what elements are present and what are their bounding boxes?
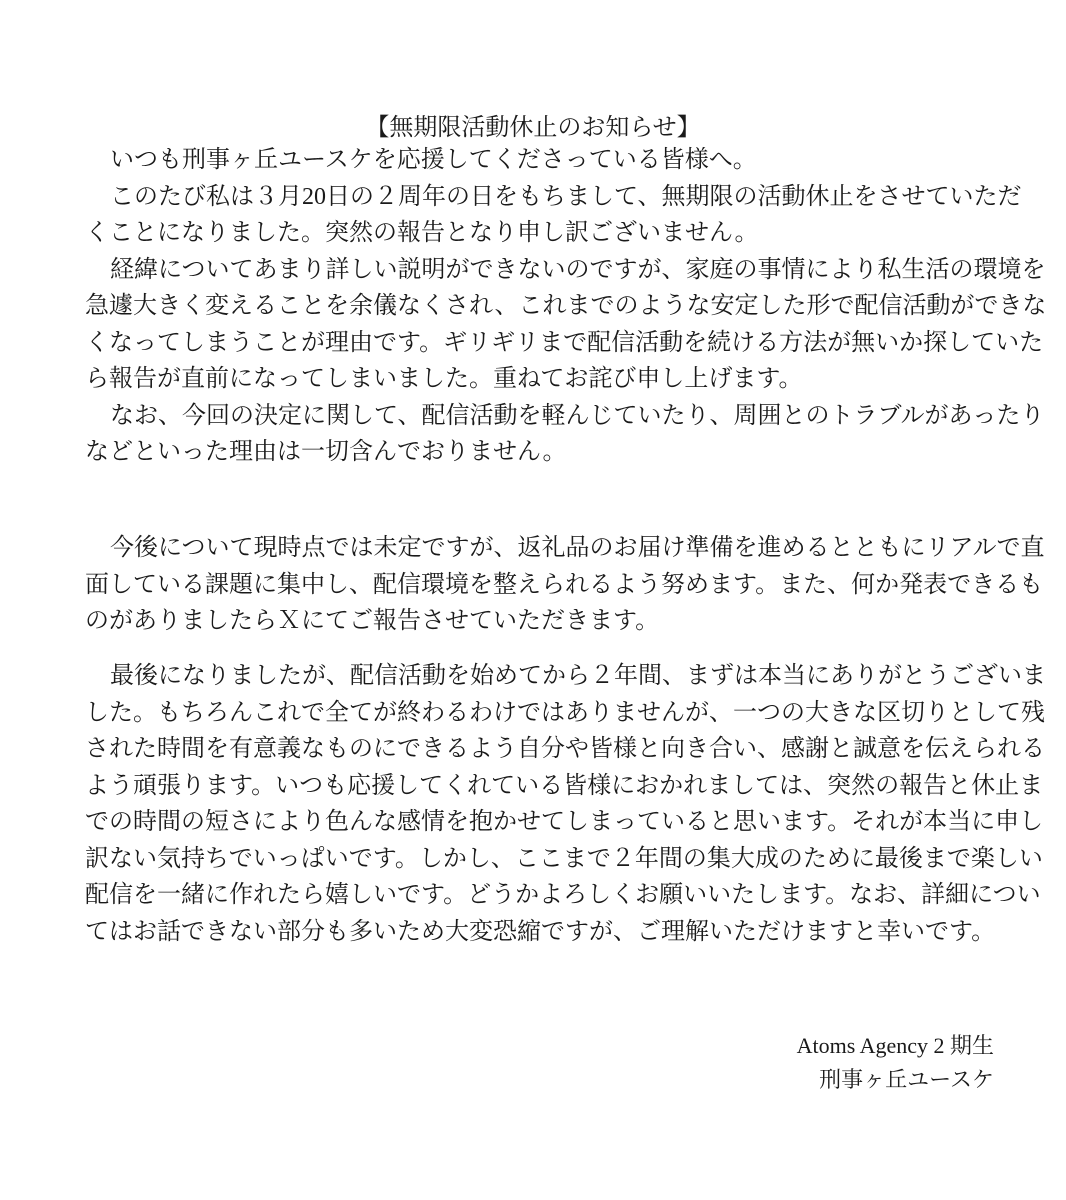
text-line: なお、今回の決定に関して、配信活動を軽んじていたり、周囲とのトラブルがあったり — [110, 402, 1045, 429]
text-line: などといった理由は一切含んでおりません。 — [85, 439, 567, 465]
text-line: した。もちろんこれで全てが終わるわけではありませんが、一つの大きな区切りとして残 — [85, 699, 1045, 726]
text-line: このたび私は３月20日の２周年の日をもちまして、無期限の活動休止をさせていただ — [110, 183, 1022, 210]
text-line: ら報告が直前になってしまいました。重ねてお詫び申し上げます。 — [85, 366, 803, 392]
text-line: 配信を一緒に作れたら嬉しいです。どうかよろしくお願いいたします。なお、詳細につい — [85, 882, 1041, 908]
paragraph-block-future — [85, 530, 1045, 640]
text-line: くなってしまうことが理由です。ギリギリまで配信活動を続ける方法が無いか探していた — [85, 329, 1044, 356]
text-line: てはお話できない部分も多いため大変恐縮ですが、ご理解いただけますと幸いです。 — [85, 918, 996, 945]
text-line: 急遽大きく変えることを余儀なくされ、これまでのような安定した形で配信活動ができな — [85, 293, 1047, 319]
notice-title: 【無期限活動休止のお知らせ】 — [365, 115, 701, 141]
signature-org: Atoms Agency 2 期生 — [796, 1033, 994, 1058]
paragraph-block-circumstances — [85, 142, 1047, 471]
text-line: のがありましたらＸにてご報告させていただきます。 — [85, 608, 660, 634]
text-line: 最後になりましたが、配信活動を始めてから２年間、まずは本当にありがとうございま — [110, 663, 1046, 689]
text-line: 訳ない気持ちでいっぱいです。しかし、ここまで２年間の集大成のために最後まで楽しい — [85, 845, 1043, 872]
text-line: 面している課題に集中し、配信環境を整えられるよう努めます。また、何か発表できるも — [85, 571, 1044, 598]
text-line: された時間を有意義なものにできるよう自分や皆様と向き合い、感謝と誠意を伝えられる — [85, 736, 1045, 762]
text-line: よう頑張ります。いつも応援してくれている皆様におかれましては、突然の報告と休止ま — [85, 772, 1044, 799]
signature-name: 刑事ヶ丘ユースケ — [819, 1067, 994, 1092]
text-line: いつも刑事ヶ丘ユースケを応援してくださっている皆様へ。 — [110, 147, 757, 173]
text-line: くことになりました。突然の報告となり申し訳ございません。 — [85, 220, 759, 246]
text-line: 今後について現時点では未定ですが、返礼品のお届け準備を進めるとともにリアルで直 — [110, 535, 1045, 561]
text-line: での時間の短さにより色んな感情を抱かせてしまっていると思います。それが本当に申し — [85, 809, 1044, 835]
text-line: 経緯についてあまり詳しい説明ができないのですが、家庭の事情により私生活の環境を — [110, 256, 1046, 283]
paragraph-block-closing — [85, 658, 1046, 950]
